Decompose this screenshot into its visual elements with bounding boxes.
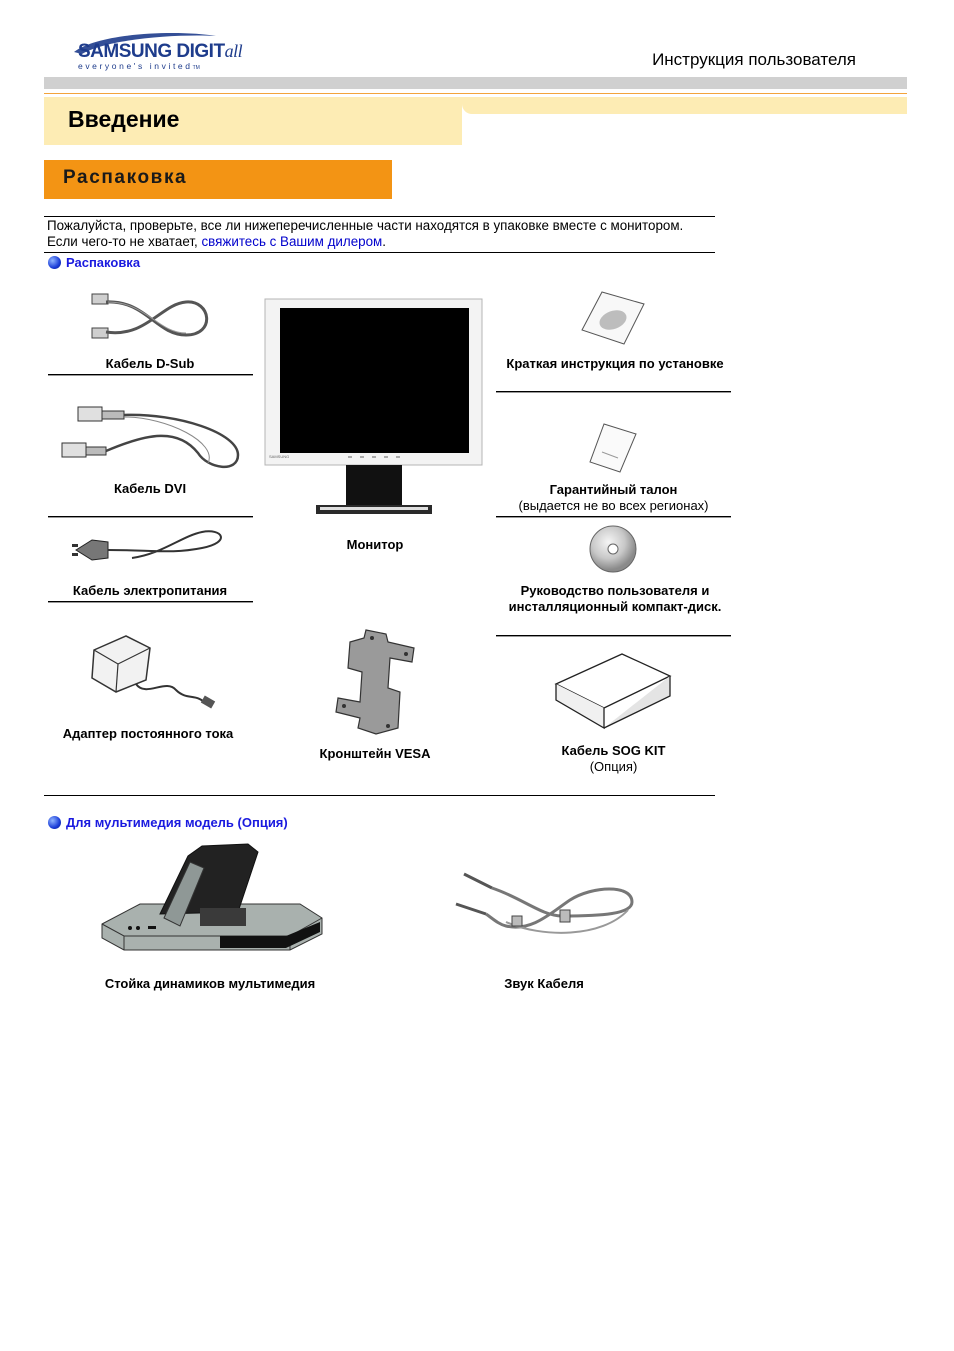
- warranty-card-image: [588, 422, 638, 474]
- header-gray-bar: [44, 77, 907, 89]
- speaker-stand-image: [100, 838, 326, 956]
- title-band-extension: [462, 97, 907, 114]
- monitor-image: [264, 298, 484, 520]
- divider: [44, 252, 715, 253]
- divider: [48, 516, 253, 518]
- dealer-link[interactable]: свяжитесь с Вашим дилером: [201, 234, 383, 249]
- dsub-cable-image: [86, 290, 216, 350]
- dvi-cable-caption: Кабель DVI: [113, 481, 187, 496]
- divider: [44, 216, 715, 217]
- quick-guide-image: [580, 290, 646, 346]
- dvi-cable-image: [58, 403, 244, 475]
- divider: [48, 374, 253, 376]
- sound-cable-image: [452, 866, 638, 942]
- sog-kit-box-image: [552, 650, 674, 732]
- cd-disc-image: [588, 524, 638, 574]
- page-title: Введение: [68, 106, 180, 132]
- sound-cable-caption: Звук Кабеля: [504, 976, 584, 991]
- blue-bullet-icon: [48, 816, 61, 829]
- divider: [48, 601, 253, 603]
- unpacking-subheading: Распаковка: [48, 255, 140, 270]
- divider: [496, 635, 731, 637]
- intro-paragraph: Пожалуйста, проверьте, все ли нижеперечисленные части находятся в упаковке вместе с монитором. Если чего-то не хватает, свяжитесь с Вашим дилером.: [47, 218, 684, 249]
- section-title: Распаковка: [63, 167, 188, 188]
- dc-adapter-caption: Адаптер постоянного тока: [62, 726, 234, 741]
- power-cable-caption: Кабель электропитания: [72, 583, 228, 598]
- dsub-cable-caption: Кабель D-Sub: [105, 356, 195, 371]
- speaker-stand-caption: Стойка динамиков мультимедия: [104, 976, 316, 991]
- logo-tagline: everyone's invitedTM: [78, 61, 200, 71]
- sog-kit-note: (Опция): [589, 759, 638, 774]
- divider: [44, 795, 715, 796]
- divider: [496, 391, 731, 393]
- monitor-brand-label: SAMSUNG: [269, 454, 290, 459]
- logo-text: SAMSUNG DIGITall: [78, 41, 243, 62]
- monitor-caption: Монитор: [346, 537, 404, 552]
- warranty-note: (выдается не во всех регионах): [518, 498, 709, 513]
- samsung-logo: [78, 32, 243, 72]
- warranty-caption: [496, 482, 731, 514]
- warranty-title: Гарантийный талон: [549, 482, 678, 497]
- dc-adapter-image: [86, 628, 218, 714]
- vesa-bracket-image: [328, 628, 424, 738]
- header-orange-line: [44, 93, 907, 94]
- blue-bullet-icon: [48, 256, 61, 269]
- document-title: Инструкция пользователя: [652, 50, 856, 69]
- divider: [496, 516, 731, 518]
- quick-guide-caption: Краткая инструкция по установке: [506, 356, 724, 371]
- sog-kit-caption: [496, 743, 731, 775]
- multimedia-subheading: Для мультимедия модель (Опция): [48, 815, 288, 830]
- vesa-bracket-caption: Кронштейн VESA: [319, 746, 431, 761]
- power-cable-image: [72, 524, 232, 576]
- sog-kit-title: Кабель SOG KIT: [561, 743, 666, 758]
- manual-cd-caption: Руководство пользователя и инсталляционный компакт-диск.: [508, 583, 722, 614]
